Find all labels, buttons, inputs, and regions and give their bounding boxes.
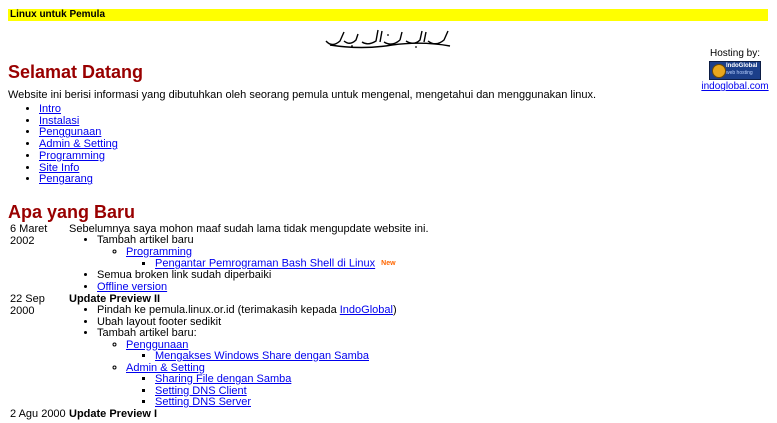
news-article — [155, 397, 768, 409]
news-subitem — [126, 363, 768, 409]
menu-link-intro[interactable]: Intro — [39, 103, 62, 115]
category-link-admin-setting[interactable]: Admin & Setting — [126, 361, 205, 374]
menu-link-admin-setting[interactable]: Admin & Setting — [39, 138, 118, 151]
news-article — [155, 351, 768, 363]
indoglobal-logo[interactable] — [709, 61, 761, 80]
news-item — [97, 270, 768, 282]
indoglobal-link[interactable]: IndoGlobal — [339, 304, 393, 316]
menu-link-site-info[interactable]: Site Info — [39, 161, 80, 174]
basmala-calligraphy — [322, 26, 454, 50]
news-item-text-suffix: ) — [392, 304, 397, 316]
category-link-penggunaan[interactable]: Penggunaan — [126, 338, 189, 351]
news-item-text: Tambah artikel baru: — [97, 327, 197, 339]
category-link-programming[interactable]: Programming — [126, 245, 193, 258]
news-text: Sebelumnya saya mohon maaf sudah lama tidak mengupdate website ini. — [69, 223, 429, 235]
menu-link-pengarang[interactable]: Pengarang — [39, 173, 93, 186]
news-date: 6 Maret 2002 — [10, 223, 48, 247]
news-entry — [8, 223, 768, 293]
news-item — [97, 317, 768, 329]
news-item-text: Ubah layout footer sedikit — [97, 315, 222, 328]
offline-version-link[interactable]: Offline version — [97, 280, 168, 293]
article-link-dns-server[interactable]: Setting DNS Server — [155, 396, 251, 408]
hosting-link[interactable]: indoglobal.com — [701, 81, 769, 92]
news-date: 22 Sep 2000 — [10, 293, 45, 317]
menu-item — [39, 174, 118, 186]
news-subitem — [126, 247, 768, 271]
menu-link-instalasi[interactable]: Instalasi — [39, 114, 80, 127]
news-list — [8, 223, 768, 420]
intro-text: Website ini berisi informasi yang dibutuhkan oleh seorang pemula untuk mengenal, mengetahui dan menggunakan linux. — [8, 89, 597, 101]
news-title: Update Preview II — [69, 293, 161, 305]
article-link-samba-share[interactable]: Mengakses Windows Share dengan Samba — [155, 350, 370, 362]
news-article — [155, 374, 768, 386]
article-link-bash[interactable]: Pengantar Pemrograman Bash Shell di Linux — [155, 257, 376, 270]
news-item-text: Pindah ke pemula.linux.or.id (terimakasih kepada — [97, 304, 340, 316]
hosting-label: Hosting by: — [709, 48, 761, 59]
news-item — [97, 282, 768, 294]
news-entry — [8, 408, 768, 420]
news-date: 2 Agu 2000 — [10, 408, 66, 420]
news-item — [97, 235, 768, 270]
news-entry — [8, 293, 768, 408]
welcome-heading: Selamat Datang — [8, 62, 144, 82]
news-item-text: Semua broken link sudah diperbaiki — [97, 269, 272, 282]
main-menu — [22, 104, 118, 186]
article-link-dns-client[interactable]: Setting DNS Client — [155, 384, 247, 397]
site-title-bar — [8, 9, 768, 21]
logo-brand-text: IndoGlobal — [726, 63, 758, 69]
menu-link-programming[interactable]: Programming — [39, 149, 106, 162]
site-title: Linux untuk Pemula — [10, 9, 106, 20]
news-title: Update Preview I — [69, 408, 158, 420]
news-item-text: Tambah artikel baru — [97, 234, 194, 246]
news-item — [97, 328, 768, 409]
globe-icon — [712, 64, 726, 78]
news-subitem — [126, 340, 768, 363]
logo-tag-text: web hosting — [726, 70, 753, 76]
news-heading: Apa yang Baru — [8, 202, 136, 222]
new-badge: New — [381, 260, 396, 267]
hosting-panel — [700, 48, 770, 92]
article-link-sharing-file[interactable]: Sharing File dengan Samba — [155, 373, 292, 385]
menu-link-penggunaan[interactable]: Penggunaan — [39, 126, 102, 139]
